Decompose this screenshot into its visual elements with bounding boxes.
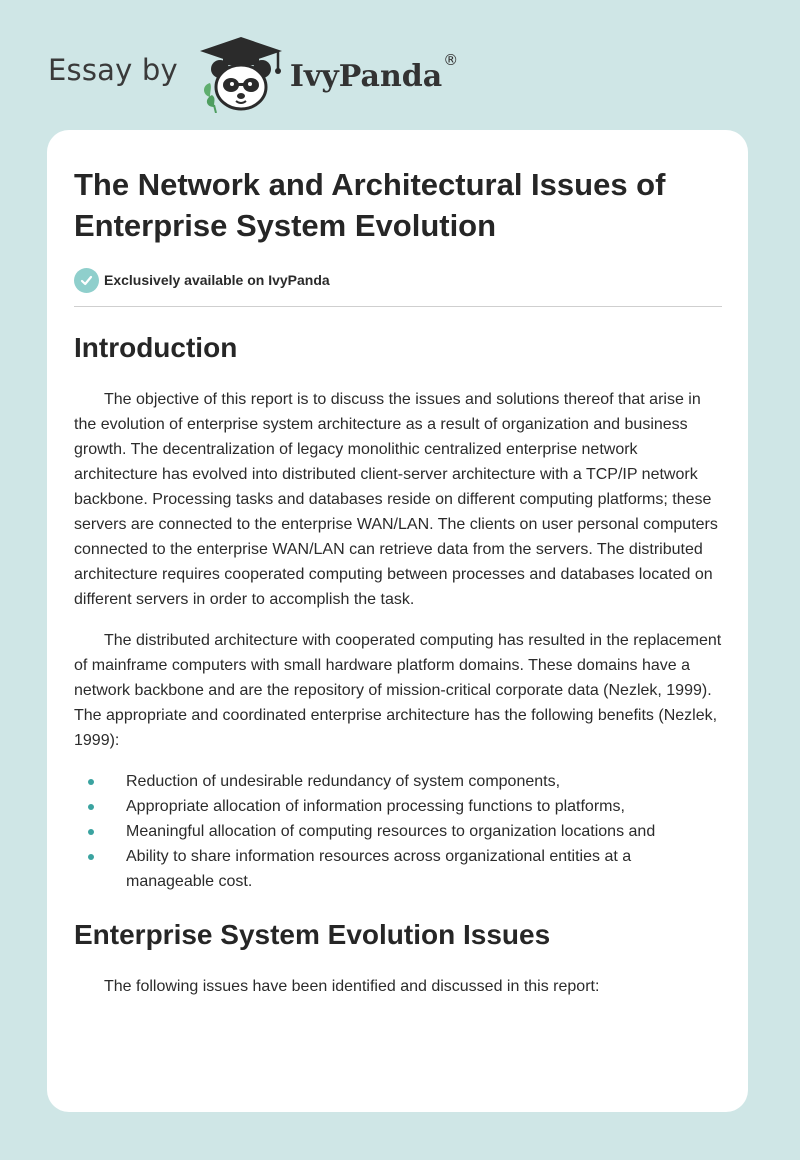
site-header xyxy=(48,34,548,114)
paragraph: The objective of this report is to discuss the issues and solutions thereof that arise in the evolution of enterprise system architecture as a result of organization and business growth. The decentralization of legacy monolithic centralized enterprise network architecture has evolved into distributed client-server architecture with a TCP/IP network backbone. Processing tasks and databases reside on different computing platforms; these servers are connected to the enterprise WAN/LAN. The clients on user personal computers connected to the enterprise WAN/LAN can retrieve data from the servers. The distributed architecture requires cooperated computing between processes and databases located on different servers in order to accomplish the task. xyxy=(74,391,718,608)
registered-mark: ® xyxy=(443,50,459,69)
list-item: Ability to share information resources across organizational entities at a manageable cost. xyxy=(74,844,722,894)
article-card xyxy=(47,130,748,1112)
list-item: Meaningful allocation of computing resources to organization locations and xyxy=(74,819,722,844)
exclusive-badge xyxy=(74,267,722,293)
check-icon xyxy=(74,268,99,293)
exclusive-label: Exclusively available on IvyPanda xyxy=(104,272,330,288)
paragraph: The distributed architecture with cooperated computing has resulted in the replacement of mainframe computers with small hardware platform domains. These domains have a network backbone and are the repository of mission-critical corporate data (Nezlek, 1999). The appropriate and coordinated enterprise architecture has the following benefits (Nezlek, 1999): xyxy=(74,632,722,749)
article-title: The Network and Architectural Issues of Enterprise System Evolution xyxy=(74,167,666,243)
bullet-dot-icon xyxy=(88,779,94,785)
brand-name[interactable]: IvyPanda® xyxy=(289,50,459,94)
bullet-dot-icon xyxy=(88,854,94,860)
paragraph: The following issues have been identified and discussed in this report: xyxy=(104,978,600,995)
essay-by-label: Essay by xyxy=(48,53,178,87)
panda-graduate-icon[interactable] xyxy=(196,35,286,113)
bullet-dot-icon xyxy=(88,829,94,835)
divider xyxy=(74,306,722,307)
list-item: Reduction of undesirable redundancy of system components, xyxy=(74,769,722,794)
section-heading-introduction: Introduction xyxy=(74,332,238,363)
list-item: Appropriate allocation of information processing functions to platforms, xyxy=(74,794,722,819)
benefits-list xyxy=(74,769,722,894)
bullet-dot-icon xyxy=(88,804,94,810)
section-heading-evolution-issues: Enterprise System Evolution Issues xyxy=(74,919,551,950)
